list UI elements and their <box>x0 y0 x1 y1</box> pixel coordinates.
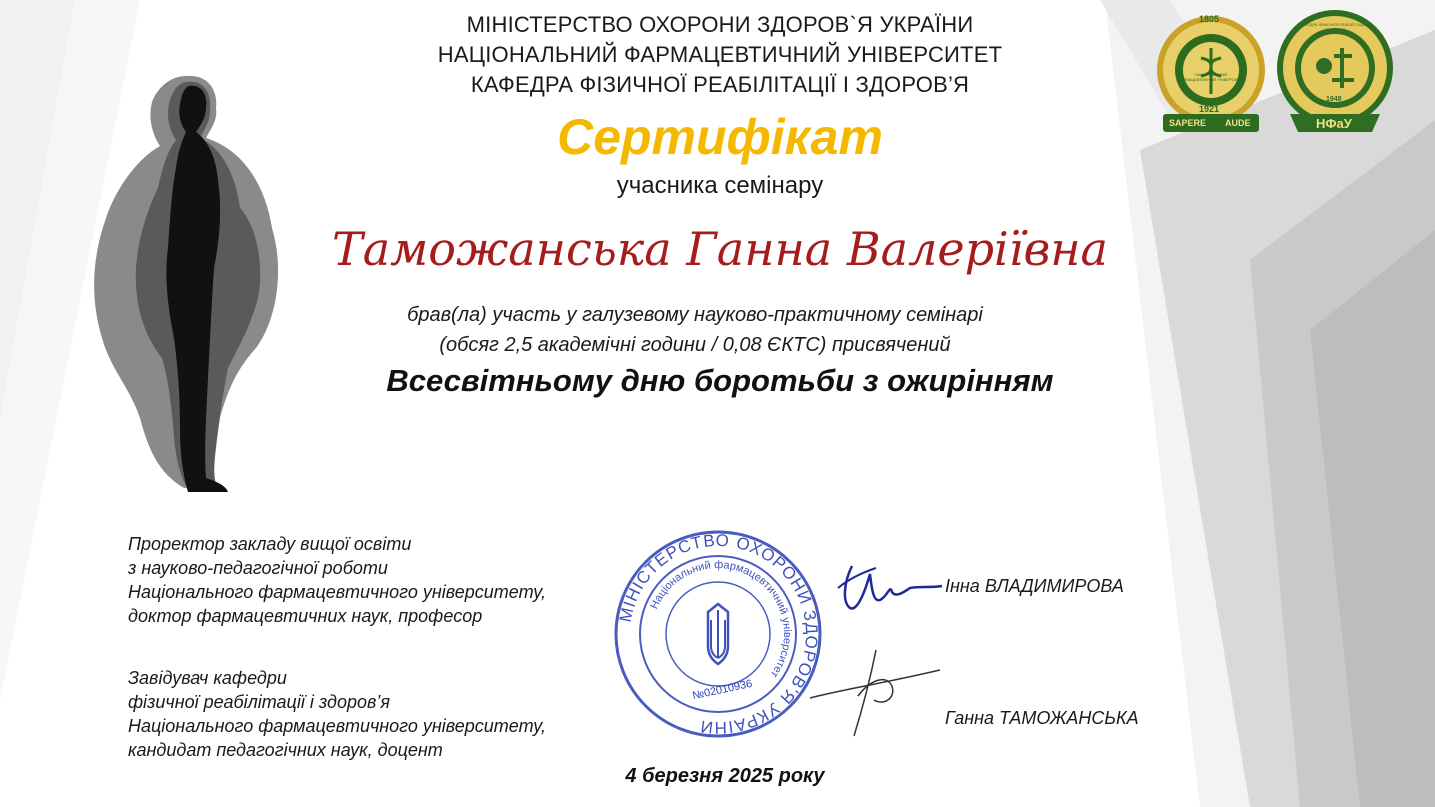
signatory-1-line: з науково-педагогічної роботи <box>128 558 388 578</box>
department-seal-year: 1948 <box>1326 96 1342 103</box>
seminar-topic: Всесвітньому дню боротьби з ожирінням <box>386 363 1054 398</box>
signatory-1-title <box>128 532 648 628</box>
signatory-1-line: Національного фармацевтичного університету, <box>128 582 547 602</box>
recipient-name: Таможанська Ганна Валеріївна <box>332 222 1108 276</box>
silhouette-icon <box>88 68 288 498</box>
description-line-1: брав(ла) участь у галузевому науково-практичному семінарі <box>407 304 983 326</box>
seal-motto-left: SAPERE <box>1169 118 1207 128</box>
ministry-name: МІНІСТЕРСТВО ОХОРОНИ ЗДОРОВ`Я УКРАЇНИ <box>466 12 974 37</box>
stamp-inner-text: Національний фармацевтичний університет <box>648 558 794 680</box>
department-seal-icon <box>1272 8 1398 138</box>
department-seal-banner: НФаУ <box>1316 116 1352 131</box>
signatory-1-line: Проректор закладу вищої освіти <box>128 534 412 554</box>
stamp-ring-text: МІНІСТЕРСТВО ОХОРОНИ ЗДОРОВ'Я УКРАЇНИ <box>615 530 822 738</box>
stamp-code: №02010936 <box>691 677 754 703</box>
department-seal-ring-text: КАФЕДРА ФІЗИЧНОЇ РЕАБІЛІТАЦІЇ ТА ЗДОРОВ'Я <box>1299 22 1371 32</box>
signatory-2-line: фізичної реабілітації і здоров’я <box>128 692 391 712</box>
certificate-title: Сертифікат <box>557 109 883 165</box>
signatory-1-line: доктор фармацевтичних наук, професор <box>128 606 483 626</box>
signatory-2-name: Ганна ТАМОЖАНСЬКА <box>945 708 1139 728</box>
seal-motto-right: AUDE <box>1225 118 1251 128</box>
certificate-subtitle: учасника семінару <box>616 172 824 199</box>
signatory-2-line: Завідувач кафедри <box>128 668 287 688</box>
seal-year-bottom: 1921 <box>1199 104 1220 114</box>
signatory-2-line: кандидат педагогічних наук, доцент <box>128 740 443 760</box>
department-name: КАФЕДРА ФІЗИЧНОЇ РЕАБІЛІТАЦІЇ І ЗДОРОВ’Я <box>470 72 970 97</box>
official-stamp-icon <box>612 528 824 740</box>
university-seal-icon <box>1155 10 1267 138</box>
signature-icon <box>800 640 950 740</box>
seal-ring-text: НАЦІОНАЛЬНИЙ ФАРМАЦЕВТИЧНИЙ УНІВЕРСИТЕТ <box>1177 72 1245 82</box>
signatory-2-line: Національного фармацевтичного університету, <box>128 716 547 736</box>
university-name: НАЦІОНАЛЬНИЙ ФАРМАЦЕВТИЧНИЙ УНІВЕРСИТЕТ <box>437 42 1003 67</box>
signatory-2-title <box>128 666 648 762</box>
signatory-1-name: Інна ВЛАДИМИРОВА <box>945 576 1124 596</box>
description-line-2: (обсяг 2,5 академічні години / 0,08 ЄКТС) присвячений <box>439 334 951 356</box>
certificate-date: 4 березня 2025 року <box>625 765 825 787</box>
seal-year-top: 1805 <box>1199 14 1220 24</box>
signature-icon <box>830 548 950 618</box>
